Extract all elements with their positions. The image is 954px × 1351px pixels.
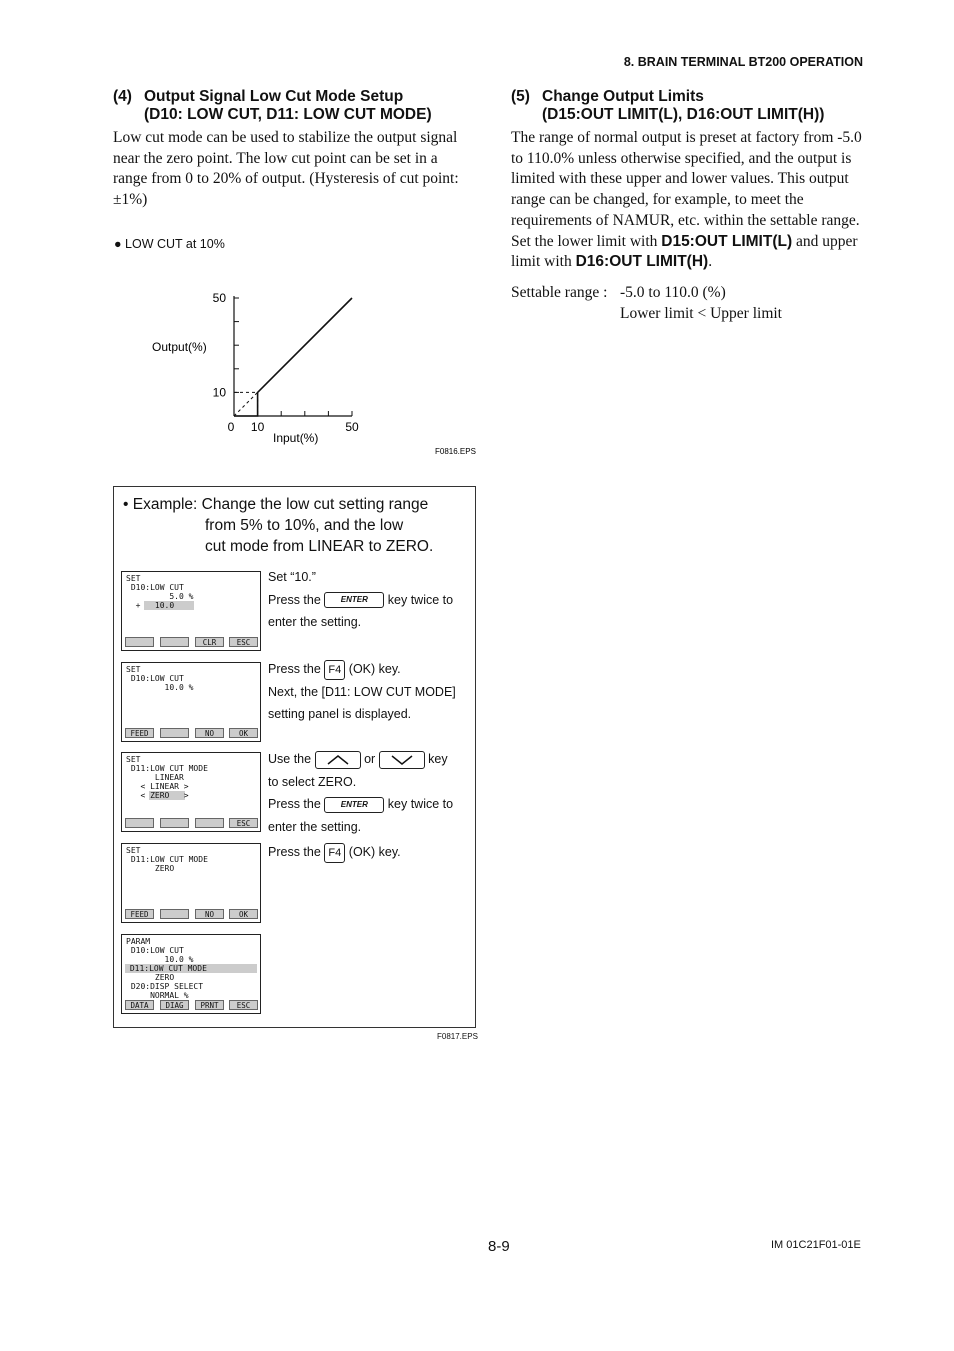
hysteresis-dashed-line [234, 392, 258, 416]
lcd-line: LINEAR [126, 773, 184, 782]
step-text: setting panel is displayed. [268, 707, 412, 721]
figure-file-label: F0816.EPS [435, 447, 476, 456]
step-3 [268, 748, 453, 838]
step-text: Set “10.” [268, 570, 316, 584]
lcd-line: ZERO [126, 973, 175, 982]
lcd-line: D10:LOW CUT [126, 946, 184, 955]
lcd-line: 10.0 % [126, 683, 194, 692]
x-tick-label: 10 [250, 420, 265, 434]
example-line-1: • Example: Change the low cut setting range [123, 496, 429, 513]
step-text: enter the setting. [268, 819, 362, 834]
section-4-paragraph: Low cut mode can be used to stabilize the output signal near the zero point. The low cut point can be set in a range from 0 to 20% of output. (Hysteresis of cut point: ±1%) [113, 129, 459, 209]
section-5-paragraph [511, 128, 863, 273]
y-tick-label: 10 [212, 385, 226, 400]
settable-range-label: Settable range : [511, 284, 608, 301]
step-1 [268, 566, 453, 634]
lcd-line: 5.0 % [126, 592, 194, 601]
enter-key: ENTER [324, 592, 384, 608]
lcd-line: ZERO [126, 864, 175, 873]
lcd-function-key-ok: OK [229, 728, 258, 738]
lcd-input-line: + 10.0 [126, 601, 175, 610]
lcd-function-key [160, 728, 189, 738]
lcd-screen-2 [121, 662, 261, 742]
document-id: IM 01C21F01-01E [771, 1239, 861, 1251]
lcd-function-key-data: DATA [125, 1000, 154, 1010]
param-d15: D15:OUT LIMIT(L) [661, 232, 793, 250]
step-text: Press the [268, 662, 321, 676]
step-text: Use the [268, 752, 312, 766]
section-4-title-line1: Output Signal Low Cut Mode Setup [144, 88, 404, 105]
lcd-function-key-prnt: PRNT [195, 1000, 224, 1010]
example-line-3: cut mode from LINEAR to ZERO. [205, 538, 434, 555]
lcd-function-key-no: NO [195, 728, 224, 738]
lcd-line: < LINEAR > [126, 782, 189, 791]
enter-key: ENTER [324, 797, 384, 813]
paragraph-text-2: and upper limit with [511, 232, 858, 271]
lcd-line: SET [126, 755, 141, 764]
step-text: or [364, 752, 376, 766]
lcd-function-key-diag: DIAG [160, 1000, 189, 1010]
section-4-title-line2: (D10: LOW CUT, D11: LOW CUT MODE) [144, 106, 432, 123]
f4-key: F4 [324, 660, 345, 680]
lcd-line: D11:LOW CUT MODE [126, 855, 208, 864]
step-text: Press the [268, 797, 321, 811]
lcd-function-key-clr: CLR [195, 637, 224, 647]
lcd-line: PARAM [126, 937, 151, 946]
lcd-line: 10.0 % [126, 955, 194, 964]
step-text: Press the [268, 845, 321, 859]
section-5-heading [511, 88, 881, 124]
section-5-number: (5) [511, 88, 530, 105]
example-line-2: from 5% to 10%, and the low [205, 517, 404, 534]
figure-caption: ● LOW CUT at 10% [114, 237, 225, 251]
example-title [123, 494, 433, 557]
lcd-screen-4 [121, 843, 261, 923]
paragraph-end: . [708, 253, 713, 271]
lcd-function-key-esc: ESC [229, 818, 258, 828]
lcd-function-key-feed: FEED [125, 909, 154, 919]
figure-file-label: F0817.EPS [437, 1032, 478, 1041]
lcd-line: D10:LOW CUT [126, 674, 184, 683]
y-axis-label: Output(%) [152, 340, 207, 354]
param-d16: D16:OUT LIMIT(H) [575, 253, 709, 271]
lcd-function-key-ok: OK [229, 909, 258, 919]
step-text: key [428, 752, 448, 766]
page-number: 8-9 [488, 1238, 510, 1255]
section-4-heading [113, 88, 483, 124]
down-arrow-key-icon [379, 751, 425, 769]
x-tick-label: 50 [345, 420, 359, 434]
lcd-line: D10:LOW CUT [126, 583, 184, 592]
hysteresis-dashed-line [234, 392, 258, 416]
lcd-function-key-feed: FEED [125, 728, 154, 738]
step-text: key twice to [387, 797, 454, 811]
lcd-line: SET [126, 574, 141, 583]
lcd-function-key [125, 818, 154, 828]
settable-range-value: -5.0 to 110.0 (%) [620, 284, 726, 301]
lcd-function-key-esc: ESC [229, 637, 258, 647]
up-arrow-key-icon [315, 751, 361, 769]
settable-range-condition: Lower limit < Upper limit [620, 305, 782, 322]
lcd-line: SET [126, 846, 141, 855]
lcd-function-key [160, 818, 189, 828]
running-header: 8. BRAIN TERMINAL BT200 OPERATION [623, 55, 863, 69]
low-cut-chart [140, 285, 490, 460]
lcd-line: D20:DISP SELECT [126, 982, 204, 991]
step-text: key twice to [387, 592, 454, 607]
lcd-screen-3 [121, 752, 261, 832]
lcd-function-key-esc: ESC [229, 1000, 258, 1010]
section-4-number: (4) [113, 88, 132, 105]
step-text: to select ZERO. [268, 774, 357, 789]
lcd-function-key [125, 637, 154, 647]
lcd-highlight-line: D11:LOW CUT MODE [125, 964, 257, 973]
lcd-line: NORMAL % [126, 991, 189, 1000]
paragraph-text: The range of normal output is preset at factory from -5.0 to 110.0% unless otherwise specified, and the output is limited with these upper and lower values. This output range can be changed, for example, to meet the requirements of NAMUR, etc. within the settable range. Set the lower limit with [511, 129, 862, 250]
lcd-screen-1 [121, 571, 261, 651]
lcd-screen-5 [121, 934, 261, 1014]
lcd-function-key [195, 818, 224, 828]
lcd-function-key-no: NO [195, 909, 224, 919]
y-tick-label: 50 [212, 291, 226, 305]
f4-key: F4 [324, 843, 345, 863]
chart-marks [213, 291, 359, 434]
x-tick-label: 0 [227, 420, 235, 434]
step-text: Press the [268, 592, 321, 607]
step-text: (OK) key. [348, 662, 401, 676]
lcd-line: SET [126, 665, 141, 674]
section-5-title-line2: (D15:OUT LIMIT(L), D16:OUT LIMIT(H)) [542, 106, 825, 123]
lcd-input-line: < ZERO > [126, 791, 189, 800]
step-4 [268, 841, 401, 864]
section-5-title-line1: Change Output Limits [542, 88, 704, 105]
lcd-function-key [160, 637, 189, 647]
lcd-line: D11:LOW CUT MODE [126, 764, 208, 773]
step-2 [268, 658, 456, 726]
step-text: enter the setting. [268, 615, 362, 629]
x-axis-label: Input(%) [273, 431, 319, 445]
step-text: (OK) key. [348, 845, 401, 859]
lcd-function-key [160, 909, 189, 919]
step-text: Next, the [D11: LOW CUT MODE] [268, 684, 456, 699]
